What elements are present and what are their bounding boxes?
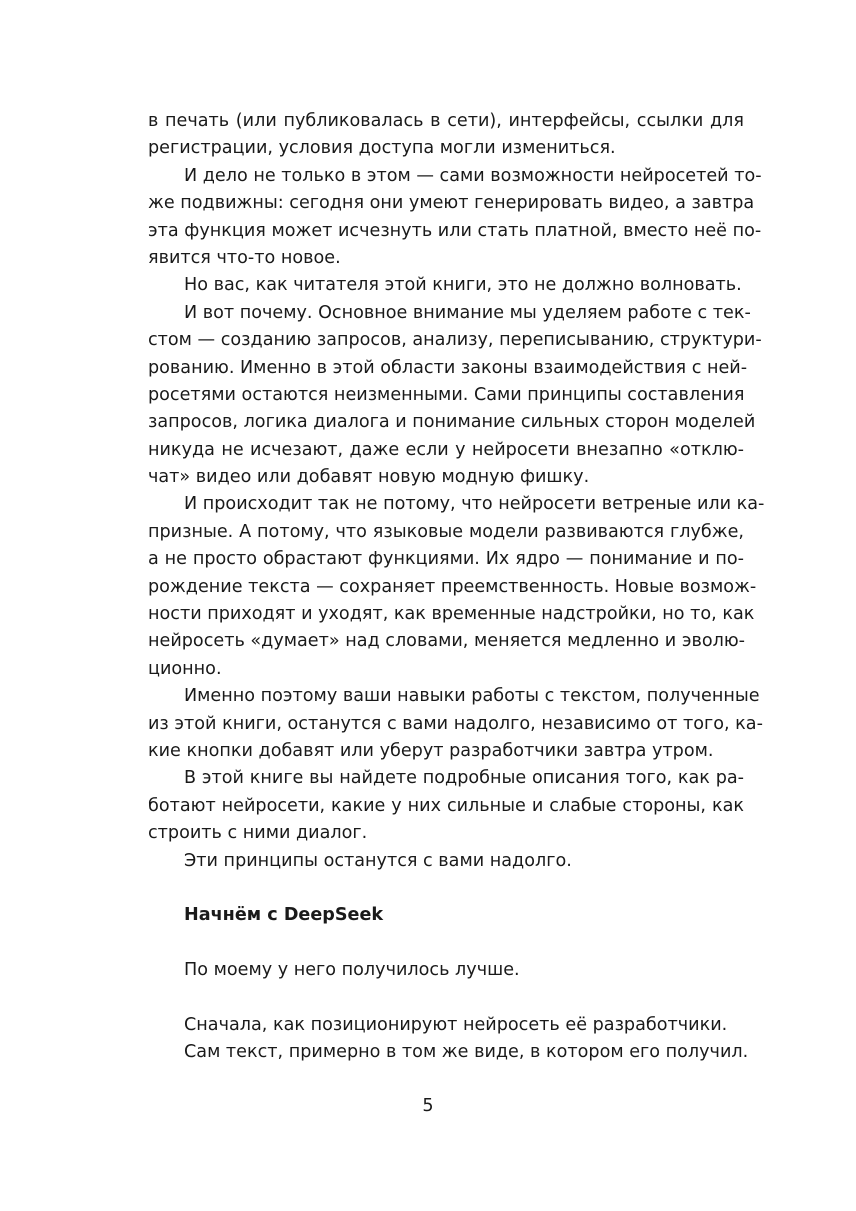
text-line: эта функция может исчезнуть или стать платной, вместо неё по- xyxy=(148,220,762,241)
text-line: регистрации, условия доступа могли измениться. xyxy=(148,138,616,159)
text-line: ности приходят и уходят, как временные надстройки, но то, как xyxy=(148,604,755,625)
section-heading: Начнём с DeepSeek xyxy=(184,905,384,926)
paragraph xyxy=(148,300,762,492)
text-line: Эти принципы останутся с вами надолго. xyxy=(184,850,572,871)
text-line: рождение текста — сохраняет преемственность. Новые возмож- xyxy=(148,576,757,597)
text-line: Но вас, как читателя этой книги, это не должно волновать. xyxy=(184,275,742,296)
spacer xyxy=(148,930,744,957)
paragraph xyxy=(148,848,744,875)
text-line: ботают нейросети, какие у них сильные и слабые стороны, как xyxy=(148,795,744,816)
paragraph xyxy=(148,765,744,847)
text-line: а не просто обрастают функциями. Их ядро — понимание и по- xyxy=(148,549,744,570)
text-line: И происходит так не потому, что нейросети ветреные или ка- xyxy=(184,494,765,515)
text-line: рованию. Именно в этой области законы взаимодействия с ней- xyxy=(148,357,748,378)
paragraph xyxy=(148,683,763,765)
paragraph xyxy=(148,272,744,299)
text-line: кие кнопки добавят или уберут разработчики завтра утром. xyxy=(148,740,714,761)
text-line: И вот почему. Основное внимание мы уделяем работе с тек- xyxy=(184,302,751,323)
paragraph xyxy=(148,163,762,273)
text-line: запросов, логика диалога и понимание сильных сторон моделей xyxy=(148,412,756,433)
closing-line: Сначала, как позиционируют нейросеть её разработчики. xyxy=(184,1014,728,1035)
text-line: нейросеть «думает» над словами, меняется медленно и эволю- xyxy=(148,631,746,652)
text-line: стом — созданию запросов, анализу, переписыванию, структури- xyxy=(148,330,762,351)
text-line: же подвижны: сегодня они умеют генерировать видео, а завтра xyxy=(148,193,755,214)
text-line: И дело не только в этом — сами возможности нейросетей то- xyxy=(184,165,762,186)
text-line: росетями остаются неизменными. Сами принципы составления xyxy=(148,384,745,405)
text-line: чат» видео или добавят новую модную фишку. xyxy=(148,467,590,488)
spacer xyxy=(148,875,744,902)
page-number: 5 xyxy=(422,1096,434,1116)
opinion-line: По моему у него получилось лучше. xyxy=(184,960,520,981)
spacer xyxy=(148,985,744,1012)
text-line: явится что-то новое. xyxy=(148,247,341,268)
page-body xyxy=(148,108,765,1067)
paragraph xyxy=(148,491,765,683)
text-line: призные. А потому, что языковые модели развиваются глубже, xyxy=(148,521,744,542)
text-line: Именно поэтому ваши навыки работы с текстом, полученные xyxy=(184,686,760,707)
text-line: ционно. xyxy=(148,658,222,679)
text-line: никуда не исчезают, даже если у нейросети внезапно «отклю- xyxy=(148,439,744,460)
text-line: В этой книге вы найдете подробные описания того, как ра- xyxy=(184,768,744,789)
closing-line: Сам текст, примерно в том же виде, в котором его получил. xyxy=(184,1042,749,1063)
text-line: из этой книги, останутся с вами надолго, независимо от того, ка- xyxy=(148,713,763,734)
paragraph xyxy=(148,108,744,163)
text-line: строить с ними диалог. xyxy=(148,823,368,844)
text-line: в печать (или публиковалась в сети), интерфейсы, ссылки для xyxy=(148,111,744,131)
